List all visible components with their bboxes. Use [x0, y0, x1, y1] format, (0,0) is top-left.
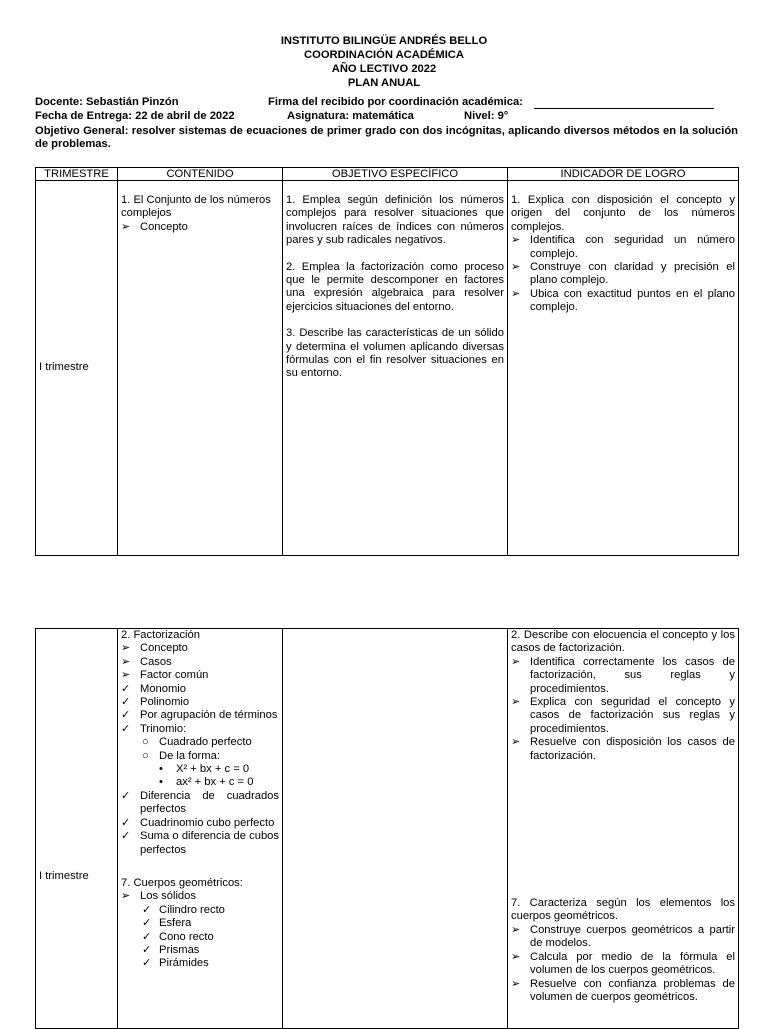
list-item: ➢ Explica con seguridad el concepto y casos de factorización sus reglas y procedimientos. [511, 696, 735, 735]
list-item: ➢ Identifica con seguridad un número complejo. [511, 234, 735, 260]
delivery-date-line: Fecha de Entrega: 22 de abril de 2022 [35, 110, 235, 122]
objective-3: 3. Describe las características de un sólido y determina el volumen aplicando diversas fórmulas con el fin resolver situaciones en su entorno. [286, 327, 504, 380]
signature-label: Firma del recibido por coordinación académica: [268, 96, 523, 108]
list-item: ➢ Construye cuerpos geométricos a partir de modelos. [511, 923, 735, 950]
content-cell [118, 181, 283, 556]
dot-bullet-icon: • [159, 763, 163, 776]
objective-2: 2. Emplea la factorización como proceso que le permite descomponer en factores una expresión algebraica para resolver ejercicios situaciones del entorno. [286, 260, 504, 313]
institution-name: INSTITUTO BILINGÜE ANDRÉS BELLO [280, 35, 488, 47]
table-row [36, 629, 739, 1029]
arrow-bullet-icon: ➢ [121, 890, 131, 903]
list-item: ➢ Factor común [121, 669, 209, 682]
arrow-bullet-icon: ➢ [511, 736, 521, 749]
list-item: ✓ Diferencia de cuadrados perfectos [121, 789, 279, 816]
list-item: ➢ Concepto [121, 220, 188, 233]
arrow-bullet-icon: ➢ [511, 655, 521, 668]
content-title: 1. El Conjunto de los números complejos [121, 194, 271, 220]
table-row [36, 181, 739, 556]
indicator-title: 1. Explica con disposición el concepto y origen del conjunto de los números complejos. [511, 194, 735, 233]
arrow-bullet-icon: ➢ [511, 287, 521, 300]
check-bullet-icon: ✓ [121, 696, 131, 709]
arrow-bullet-icon: ➢ [121, 669, 131, 682]
list-item: ➢ Calcula por medio de la fórmula el volumen de los cuerpos geométricos. [511, 950, 735, 977]
arrow-bullet-icon: ➢ [511, 696, 521, 709]
check-bullet-icon: ✓ [142, 903, 152, 916]
list-item: ➢ Resuelve con confianza problemas de volumen de cuerpos geométricos. [511, 977, 735, 1003]
solids-title: 7. Cuerpos geométricos: [121, 876, 243, 889]
circle-bullet-icon: ○ [142, 749, 149, 762]
plan-table-2 [35, 628, 739, 1029]
level-line: Nivel: 9° [464, 110, 509, 122]
list-item: ➢ Resuelve con disposición los casos de factorización. [511, 736, 735, 762]
list-item: ✓ Polinomio [121, 696, 190, 709]
check-bullet-icon: ✓ [121, 682, 131, 695]
col-header-trimestre: TRIMESTRE [36, 168, 118, 181]
list-item: ➢ Casos [121, 655, 172, 668]
subject-line: Asignatura: matemática [287, 110, 414, 122]
trimester-cell: I trimestre [36, 629, 118, 1029]
signature-blank-line [534, 108, 714, 109]
indicator-cell [508, 629, 739, 1029]
objective-cell-empty [283, 629, 508, 1029]
arrow-bullet-icon: ➢ [511, 923, 521, 936]
list-item: ✓ Cono recto [142, 930, 214, 943]
content-cell [118, 629, 283, 1029]
list-item: ✓ Cilindro recto [142, 903, 225, 916]
list-item: • ax² + bx + c = 0 [159, 776, 254, 789]
check-bullet-icon: ✓ [142, 930, 152, 943]
list-item: ✓ Por agrupación de términos [121, 709, 278, 722]
check-bullet-icon: ✓ [142, 957, 152, 970]
factorization-title: 2. Factorización [121, 629, 200, 641]
arrow-bullet-icon: ➢ [121, 642, 131, 655]
check-bullet-icon: ✓ [121, 830, 131, 843]
list-item: ✓ Esfera [142, 917, 192, 930]
indicator-cell [508, 181, 739, 556]
list-item: ➢ Los sólidos [121, 890, 196, 903]
indicator-7-title: 7. Caracteriza según los elementos los cuerpos geométricos. [511, 897, 735, 923]
col-header-indicador: INDICADOR DE LOGRO [508, 168, 739, 181]
teacher-line: Docente: Sebastián Pinzón [35, 96, 179, 108]
check-bullet-icon: ✓ [121, 789, 131, 802]
indicator-2-title: 2. Describe con elocuencia el concepto y los casos de factorización. [511, 629, 735, 655]
col-header-objetivo: OBJETIVO ESPECÍFICO [283, 168, 508, 181]
list-item: ➢ Identifica correctamente los casos de factorización, sus reglas y procedimientos. [511, 655, 735, 695]
list-item: ✓ Pirámides [142, 957, 209, 970]
list-item: ✓ Suma o diferencia de cubos perfectos [121, 830, 279, 856]
arrow-bullet-icon: ➢ [511, 261, 521, 274]
check-bullet-icon: ✓ [121, 722, 131, 735]
list-item: • X² + bx + c = 0 [159, 763, 250, 776]
objective-1: 1. Emplea según definición los números complejos para resolver situaciones que involucren raíces de índices con números pares y sub radicales negativos. [286, 194, 504, 247]
arrow-bullet-icon: ➢ [511, 234, 521, 247]
circle-bullet-icon: ○ [142, 736, 149, 749]
check-bullet-icon: ✓ [142, 917, 152, 930]
list-item: ➢ Ubica con exactitud puntos en el plano complejo. [511, 287, 735, 314]
check-bullet-icon: ✓ [121, 816, 131, 829]
trimester-cell: I trimestre [36, 181, 118, 556]
col-header-contenido: CONTENIDO [118, 168, 283, 181]
list-item: ✓ Monomio [121, 682, 187, 695]
arrow-bullet-icon: ➢ [511, 950, 521, 963]
list-item: ✓ Cuadrinomio cubo perfecto [121, 816, 275, 829]
list-item: ➢ Concepto [121, 642, 188, 655]
objective-cell [283, 181, 508, 556]
plan-table-1 [35, 167, 739, 556]
list-item: ➢ Construye con claridad y precisión el plano complejo. [511, 261, 735, 287]
document-title: PLAN ANUAL [347, 77, 421, 89]
table-header-row [36, 168, 739, 181]
arrow-bullet-icon: ➢ [121, 655, 131, 668]
dot-bullet-icon: • [159, 776, 163, 789]
check-bullet-icon: ✓ [121, 709, 131, 722]
general-objective: Objetivo General: resolver sistemas de ecuaciones de primer grado con dos incógnitas, aplicando diversos métodos en la solución de problemas. [35, 125, 738, 151]
check-bullet-icon: ✓ [142, 943, 152, 956]
list-item: ✓ Trinomio: [121, 722, 187, 735]
arrow-bullet-icon: ➢ [121, 220, 131, 233]
department-name: COORDINACIÓN ACADÉMICA [304, 49, 464, 61]
list-item: ○ De la forma: [142, 749, 220, 762]
list-item: ✓ Prismas [142, 943, 200, 956]
list-item: ○ Cuadrado perfecto [142, 736, 252, 749]
arrow-bullet-icon: ➢ [511, 977, 521, 990]
school-year: AÑO LECTIVO 2022 [331, 63, 437, 75]
